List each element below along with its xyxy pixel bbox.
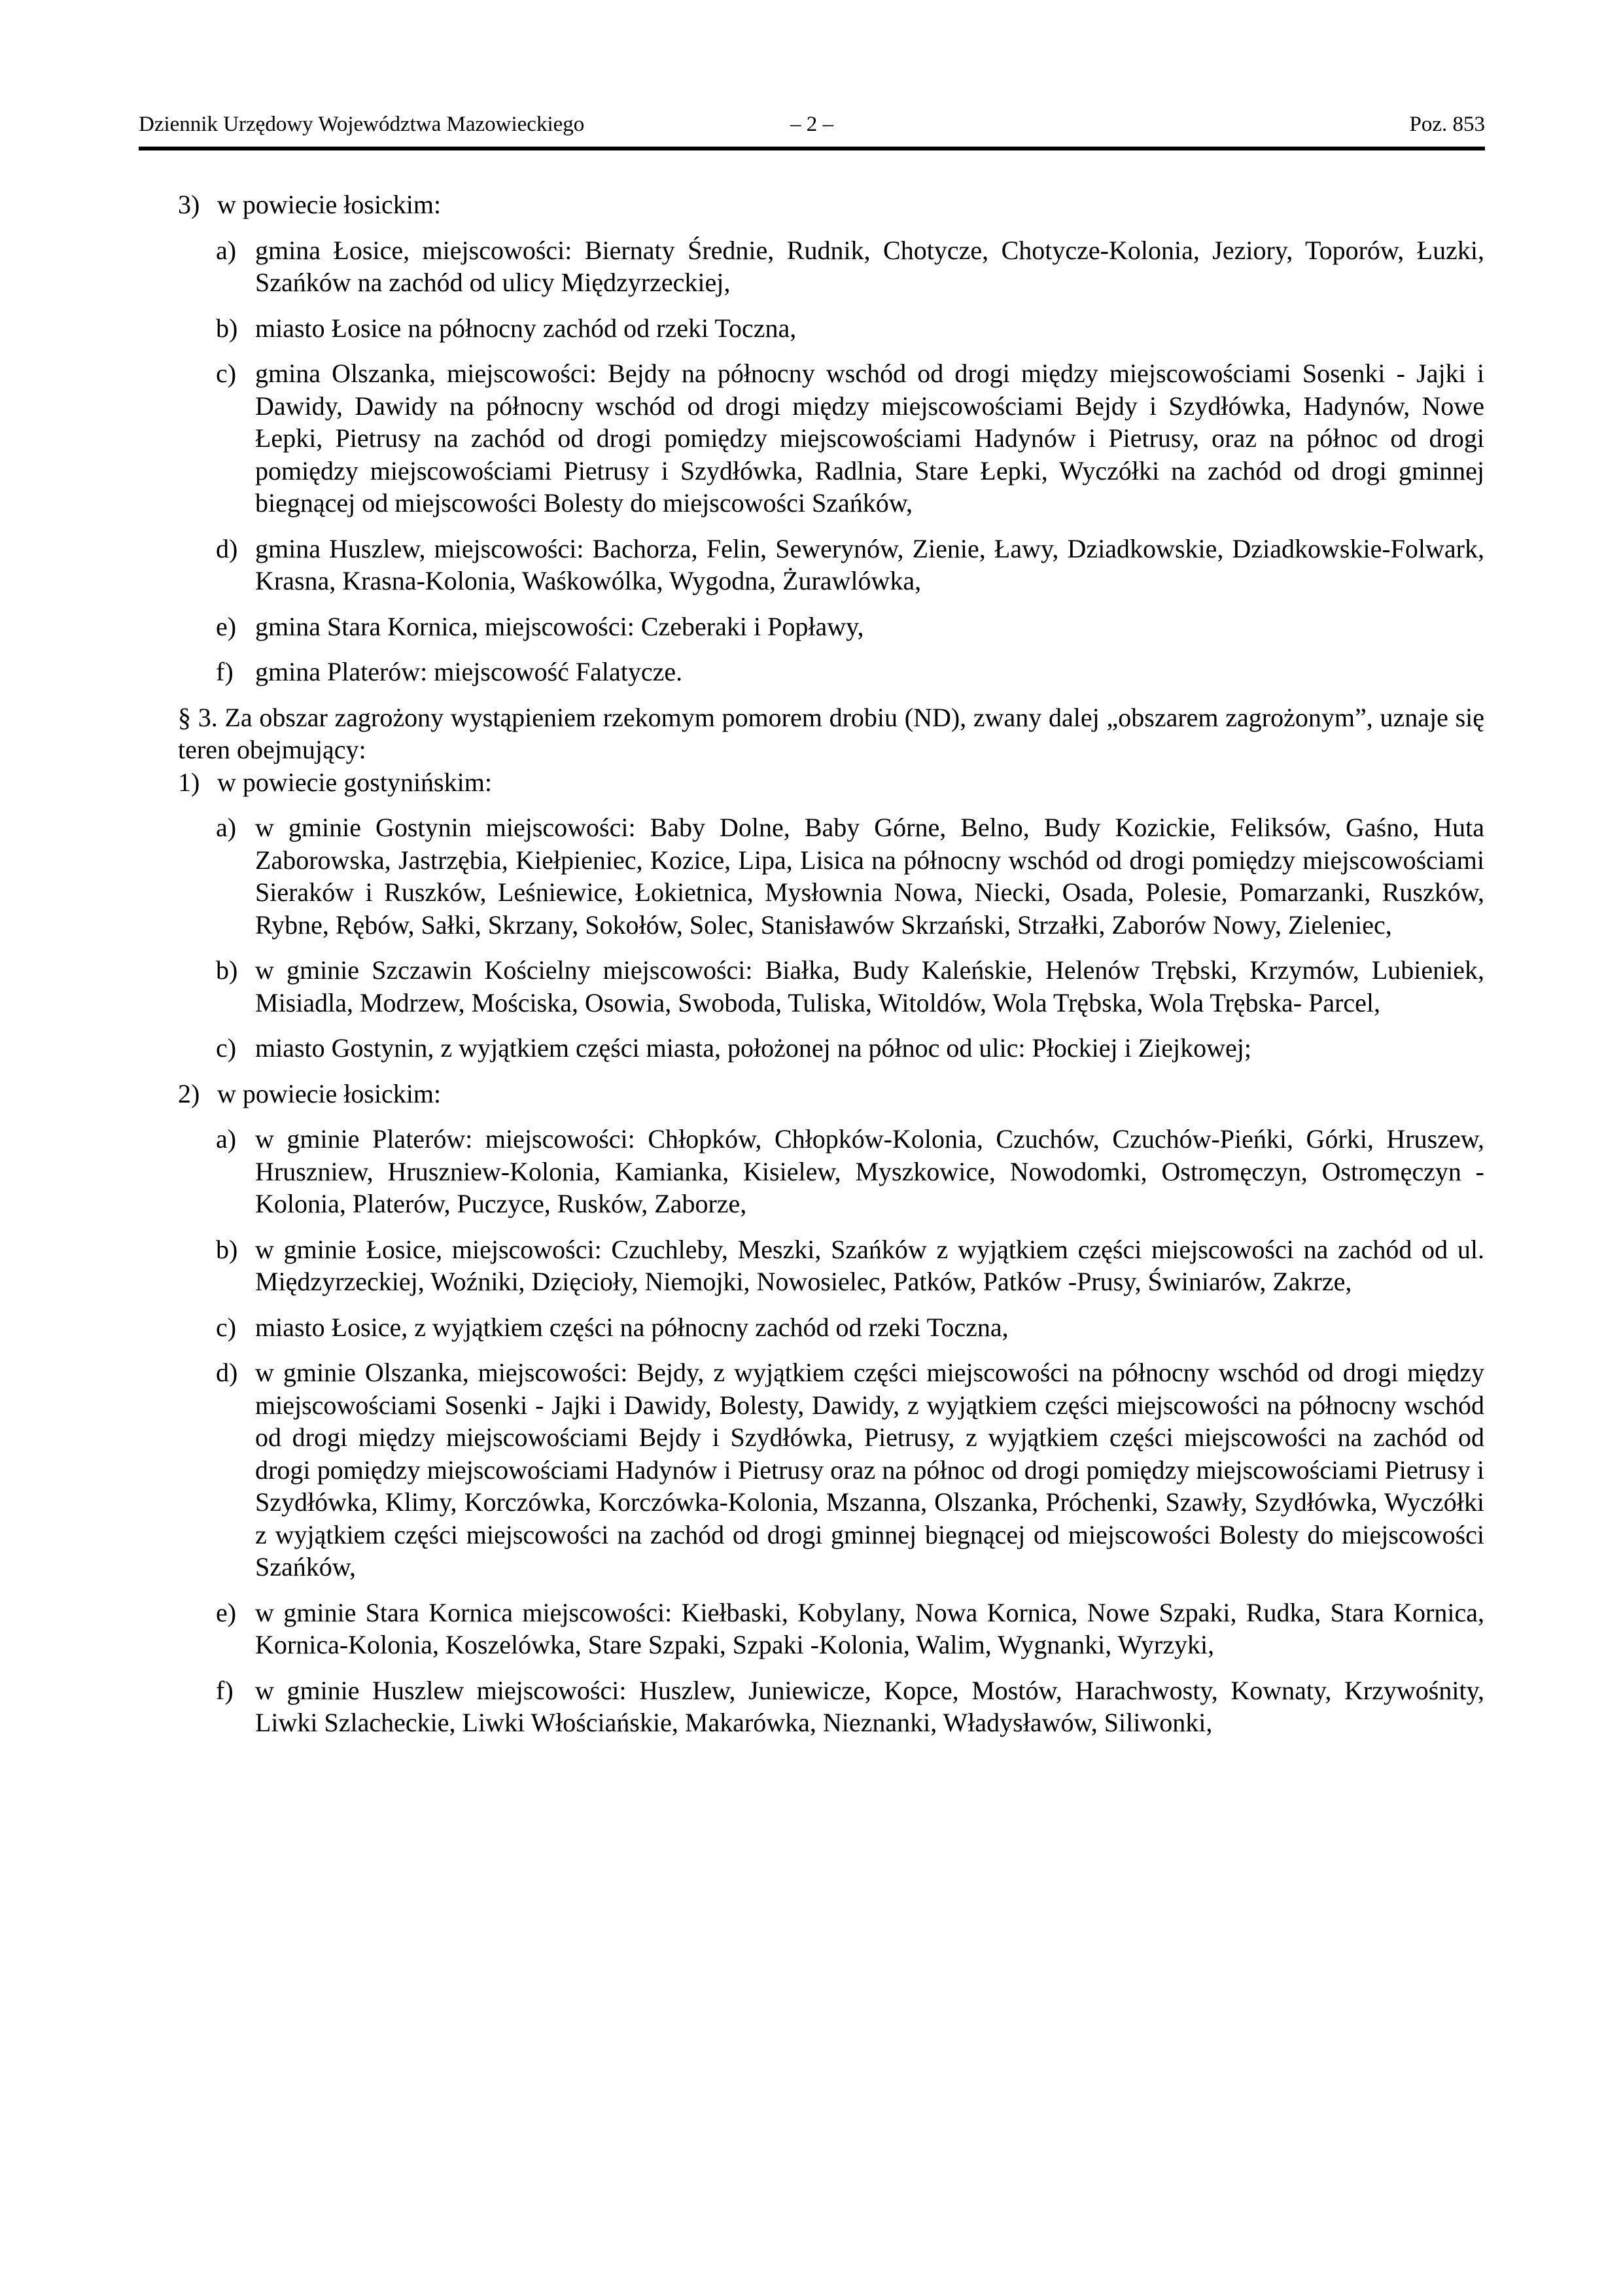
section-heading-gostyninski	[178, 766, 1484, 799]
journal-title: Dziennik Urzędowy Województwa Mazowieckiego	[139, 113, 585, 136]
list-marker: a)	[216, 1124, 237, 1154]
list-item	[178, 954, 1484, 1019]
list-item	[178, 656, 1484, 688]
list-item-text: gmina Łosice, miejscowości: Biernaty Średnie, Rudnik, Chotycze, Chotycze-Kolonia, Jeziory, Toporów, Łuzki, Szańków na zachód od ulicy Międzyrzeckiej,	[255, 235, 1484, 297]
page-number: – 2 –	[790, 113, 833, 136]
list-marker: c)	[216, 359, 237, 388]
list-marker: c)	[216, 1312, 237, 1342]
list-marker: b)	[216, 313, 238, 343]
list-item-text: w gminie Szczawin Kościelny miejscowości: Białka, Budy Kaleńskie, Helenów Trębski, Krzymów, Lubieniek, Misiadla, Modrzew, Mościska, Osowia, Swoboda, Tuliska, Witoldów, Wola Trębska, Wola Trębska- Parcel,	[255, 955, 1484, 1017]
list-item	[178, 533, 1484, 597]
list-marker: 3)	[178, 190, 200, 219]
position-number: Poz. 853	[1409, 113, 1485, 136]
list-item	[178, 1233, 1484, 1298]
document-body	[178, 188, 1484, 1752]
list-item	[178, 1032, 1484, 1065]
page-header	[139, 109, 1485, 150]
section-heading-text: w powiecie łosickim:	[217, 1078, 442, 1108]
list-marker: b)	[216, 1234, 238, 1264]
list-item-text: miasto Gostynin, z wyjątkiem części miasta, położonej na północ od ulic: Płockiej i Ziejkowej;	[255, 1033, 1251, 1063]
list-item	[178, 1674, 1484, 1739]
section-heading-text: w powiecie gostynińskim:	[217, 767, 492, 797]
list-marker: f)	[216, 1675, 234, 1705]
list-marker: d)	[216, 1358, 238, 1387]
section-heading-text: w powiecie łosickim:	[217, 190, 442, 219]
list-item-text: miasto Łosice na północny zachód od rzeki Toczna,	[255, 313, 797, 343]
list-item	[178, 811, 1484, 941]
list-marker: 1)	[178, 767, 200, 797]
list-item-text: w gminie Stara Kornica miejscowości: Kiełbaski, Kobylany, Nowa Kornica, Nowe Szpaki, Rudka, Stara Kornica, Kornica-Kolonia, Koszelówka, Stare Szpaki, Szpaki -Kolonia, Walim, Wygnanki, Wyrzyki,	[255, 1597, 1484, 1659]
list-item	[178, 1123, 1484, 1220]
section-heading-losicki-1	[178, 188, 1484, 221]
list-marker: e)	[216, 1597, 237, 1627]
list-item	[178, 1356, 1484, 1583]
list-item	[178, 357, 1484, 520]
list-item	[178, 234, 1484, 299]
list-marker: e)	[216, 611, 237, 641]
list-item-text: w gminie Łosice, miejscowości: Czuchleby, Meszki, Szańków z wyjątkiem części miejscowości na zachód od ul. Międzyrzeckiej, Woźniki, Dzięcioły, Niemojki, Nowosielec, Patków, Patków -Prusy, Świniarów, Zakrze,	[255, 1234, 1484, 1296]
list-item	[178, 312, 1484, 345]
list-marker: b)	[216, 955, 238, 985]
list-item-text: gmina Olszanka, miejscowości: Bejdy na północny wschód od drogi między miejscowościami Sosenki - Jajki i Dawidy, Dawidy na północny wschód od drogi między miejscowościami Bejdy i Szydłówka, Hadynów, Nowe Łepki, Pietrusy na zachód od drogi pomiędzy miejscowościami Hadynów i Pietrusy, oraz na północ od drogi pomiędzy miejscowościami Pietrusy i Szydłówka, Radlnia, Stare Łepki, Wyczółki na zachód od drogi gminnej biegnącej od miejscowości Bolesty do miejscowości Szańków,	[255, 359, 1484, 518]
list-item-text: miasto Łosice, z wyjątkiem części na północny zachód od rzeki Toczna,	[255, 1312, 1009, 1342]
paragraph-section-3: § 3. Za obszar zagrożony wystąpieniem rzekomym pomorem drobiu (ND), zwany dalej „obszarem zagrożonym”, uznaje się teren obejmujący:	[178, 702, 1484, 764]
list-item-text: gmina Platerów: miejscowość Falatycze.	[255, 657, 683, 686]
list-item-text: w gminie Huszlew miejscowości: Huszlew, Juniewicze, Kopce, Mostów, Harachwosty, Kownaty, Krzywośnity, Liwki Szlacheckie, Liwki Włościańskie, Makarówka, Nieznanki, Władysławów, Siliwonki,	[255, 1675, 1484, 1737]
list-item	[178, 1597, 1484, 1661]
list-marker: f)	[216, 657, 234, 686]
list-marker: 2)	[178, 1078, 200, 1108]
list-item-text: gmina Huszlew, miejscowości: Bachorza, Felin, Sewerynów, Zienie, Ławy, Dziadkowskie, Dziadkowskie-Folwark, Krasna, Krasna-Kolonia, Waśkowólka, Wygodna, Żurawlówka,	[255, 533, 1484, 595]
list-item-text: gmina Stara Kornica, miejscowości: Czeberaki i Popławy,	[255, 611, 864, 641]
list-item-text: w gminie Olszanka, miejscowości: Bejdy, z wyjątkiem części miejscowości na północny wschód od drogi między miejscowościami Sosenki - Jajki i Dawidy, Bolesty, Dawidy, z wyjątkiem części miejscowości na północny wschód od drogi między miejscowościami Bejdy i Szydłówka, Pietrusy, z wyjątkiem części miejscowości na zachód od drogi pomiędzy miejscowościami Hadynów i Pietrusy oraz na północ od drogi pomiędzy miejscowościami Pietrusy i Szydłówka, Klimy, Korczówka, Korczówka-Kolonia, Mszanna, Olszanka, Próchenki, Szawły, Szydłówka, Wyczółki z wyjątkiem części miejscowości na zachód od drogi gminnej biegnącej od miejscowości Bolesty do miejscowości Szańków,	[255, 1358, 1484, 1581]
list-marker: c)	[216, 1033, 237, 1063]
list-item	[178, 610, 1484, 643]
list-marker: a)	[216, 813, 237, 842]
section-heading-losicki-2	[178, 1078, 1484, 1110]
list-marker: d)	[216, 533, 238, 563]
list-item-text: w gminie Platerów: miejscowości: Chłopków, Chłopków-Kolonia, Czuchów, Czuchów-Pieńki, Górki, Hruszew, Hruszniew, Hruszniew-Kolonia, Kamianka, Kisielew, Myszkowice, Nowodomki, Ostromęczyn, Ostromęczyn -Kolonia, Platerów, Puczyce, Rusków, Zaborze,	[255, 1124, 1484, 1218]
list-item	[178, 1311, 1484, 1344]
list-marker: a)	[216, 235, 237, 265]
list-item-text: w gminie Gostynin miejscowości: Baby Dolne, Baby Górne, Belno, Budy Kozickie, Feliksów, Gaśno, Huta Zaborowska, Jastrzębia, Kiełpieniec, Kozice, Lipa, Lisica na północny wschód od drogi pomiędzy miejscowościami Sieraków i Ruszków, Leśniewice, Łokietnica, Mysłownia Nowa, Niecki, Osada, Polesie, Pomarzanki, Ruszków, Rybne, Rębów, Sałki, Skrzany, Sokołów, Solec, Stanisławów Skrzański, Strzałki, Zaborów Nowy, Zieleniec,	[255, 813, 1484, 940]
